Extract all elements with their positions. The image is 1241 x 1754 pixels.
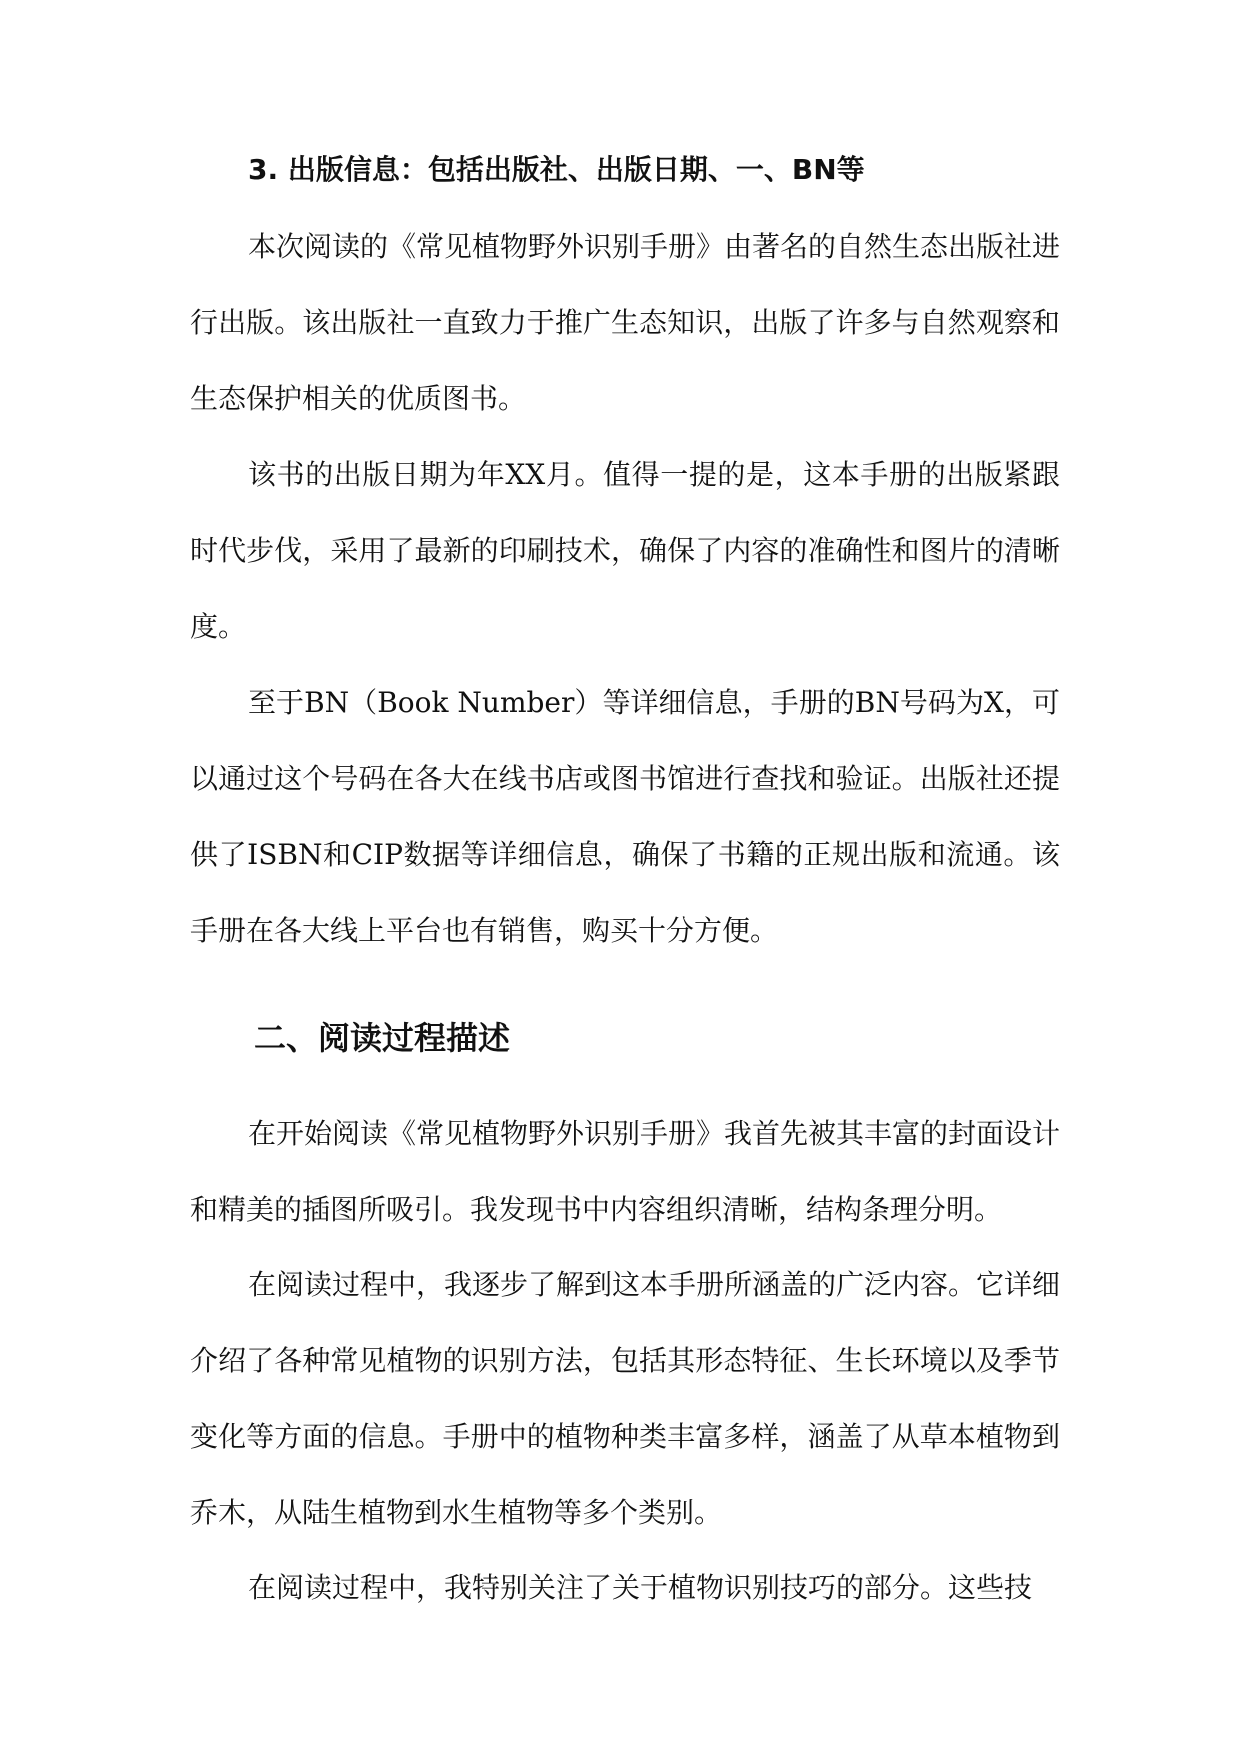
publisher-paragraph: 本次阅读的《常见植物野外识别手册》由著名的自然生态出版社进行出版。该出版社一直致力于推广生态知识，出版了许多与自然观察和生态保护相关的优质图书。 (190, 230, 1061, 415)
book-number-paragraph: 至于BN（Book Number）等详细信息，手册的BN号码为X，可以通过这个号码在各大在线书店或图书馆进行查找和验证。出版社还提供了ISBN和CIP数据等详细信息，确保了书籍的正规出版和流通。该手册在各大线上平台也有销售，购买十分方便。 (190, 686, 1060, 947)
publication-info-subheading: 3. 出版信息：包括出版社、出版日期、一、BN等 (248, 153, 865, 186)
reading-process-heading: 二、阅读过程描述 (254, 1019, 511, 1057)
reading-content-paragraph: 在阅读过程中，我逐步了解到这本手册所涵盖的广泛内容。它详细介绍了各种常见植物的识别方法，包括其形态特征、生长环境以及季节变化等方面的信息。手册中的植物种类丰富多样，涵盖了从草本植物到乔木，从陆生植物到水生植物等多个类别。 (190, 1268, 1061, 1529)
reading-intro-paragraph: 在开始阅读《常见植物野外识别手册》我首先被其丰富的封面设计和精美的插图所吸引。我发现书中内容组织清晰，结构条理分明。 (190, 1117, 1061, 1226)
reading-techniques-paragraph: 在阅读过程中，我特别关注了关于植物识别技巧的部分。这些技 (248, 1571, 1033, 1604)
publication-date-paragraph: 该书的出版日期为年XX月。值得一提的是，这本手册的出版紧跟时代步伐，采用了最新的印刷技术，确保了内容的准确性和图片的清晰度。 (190, 458, 1060, 643)
